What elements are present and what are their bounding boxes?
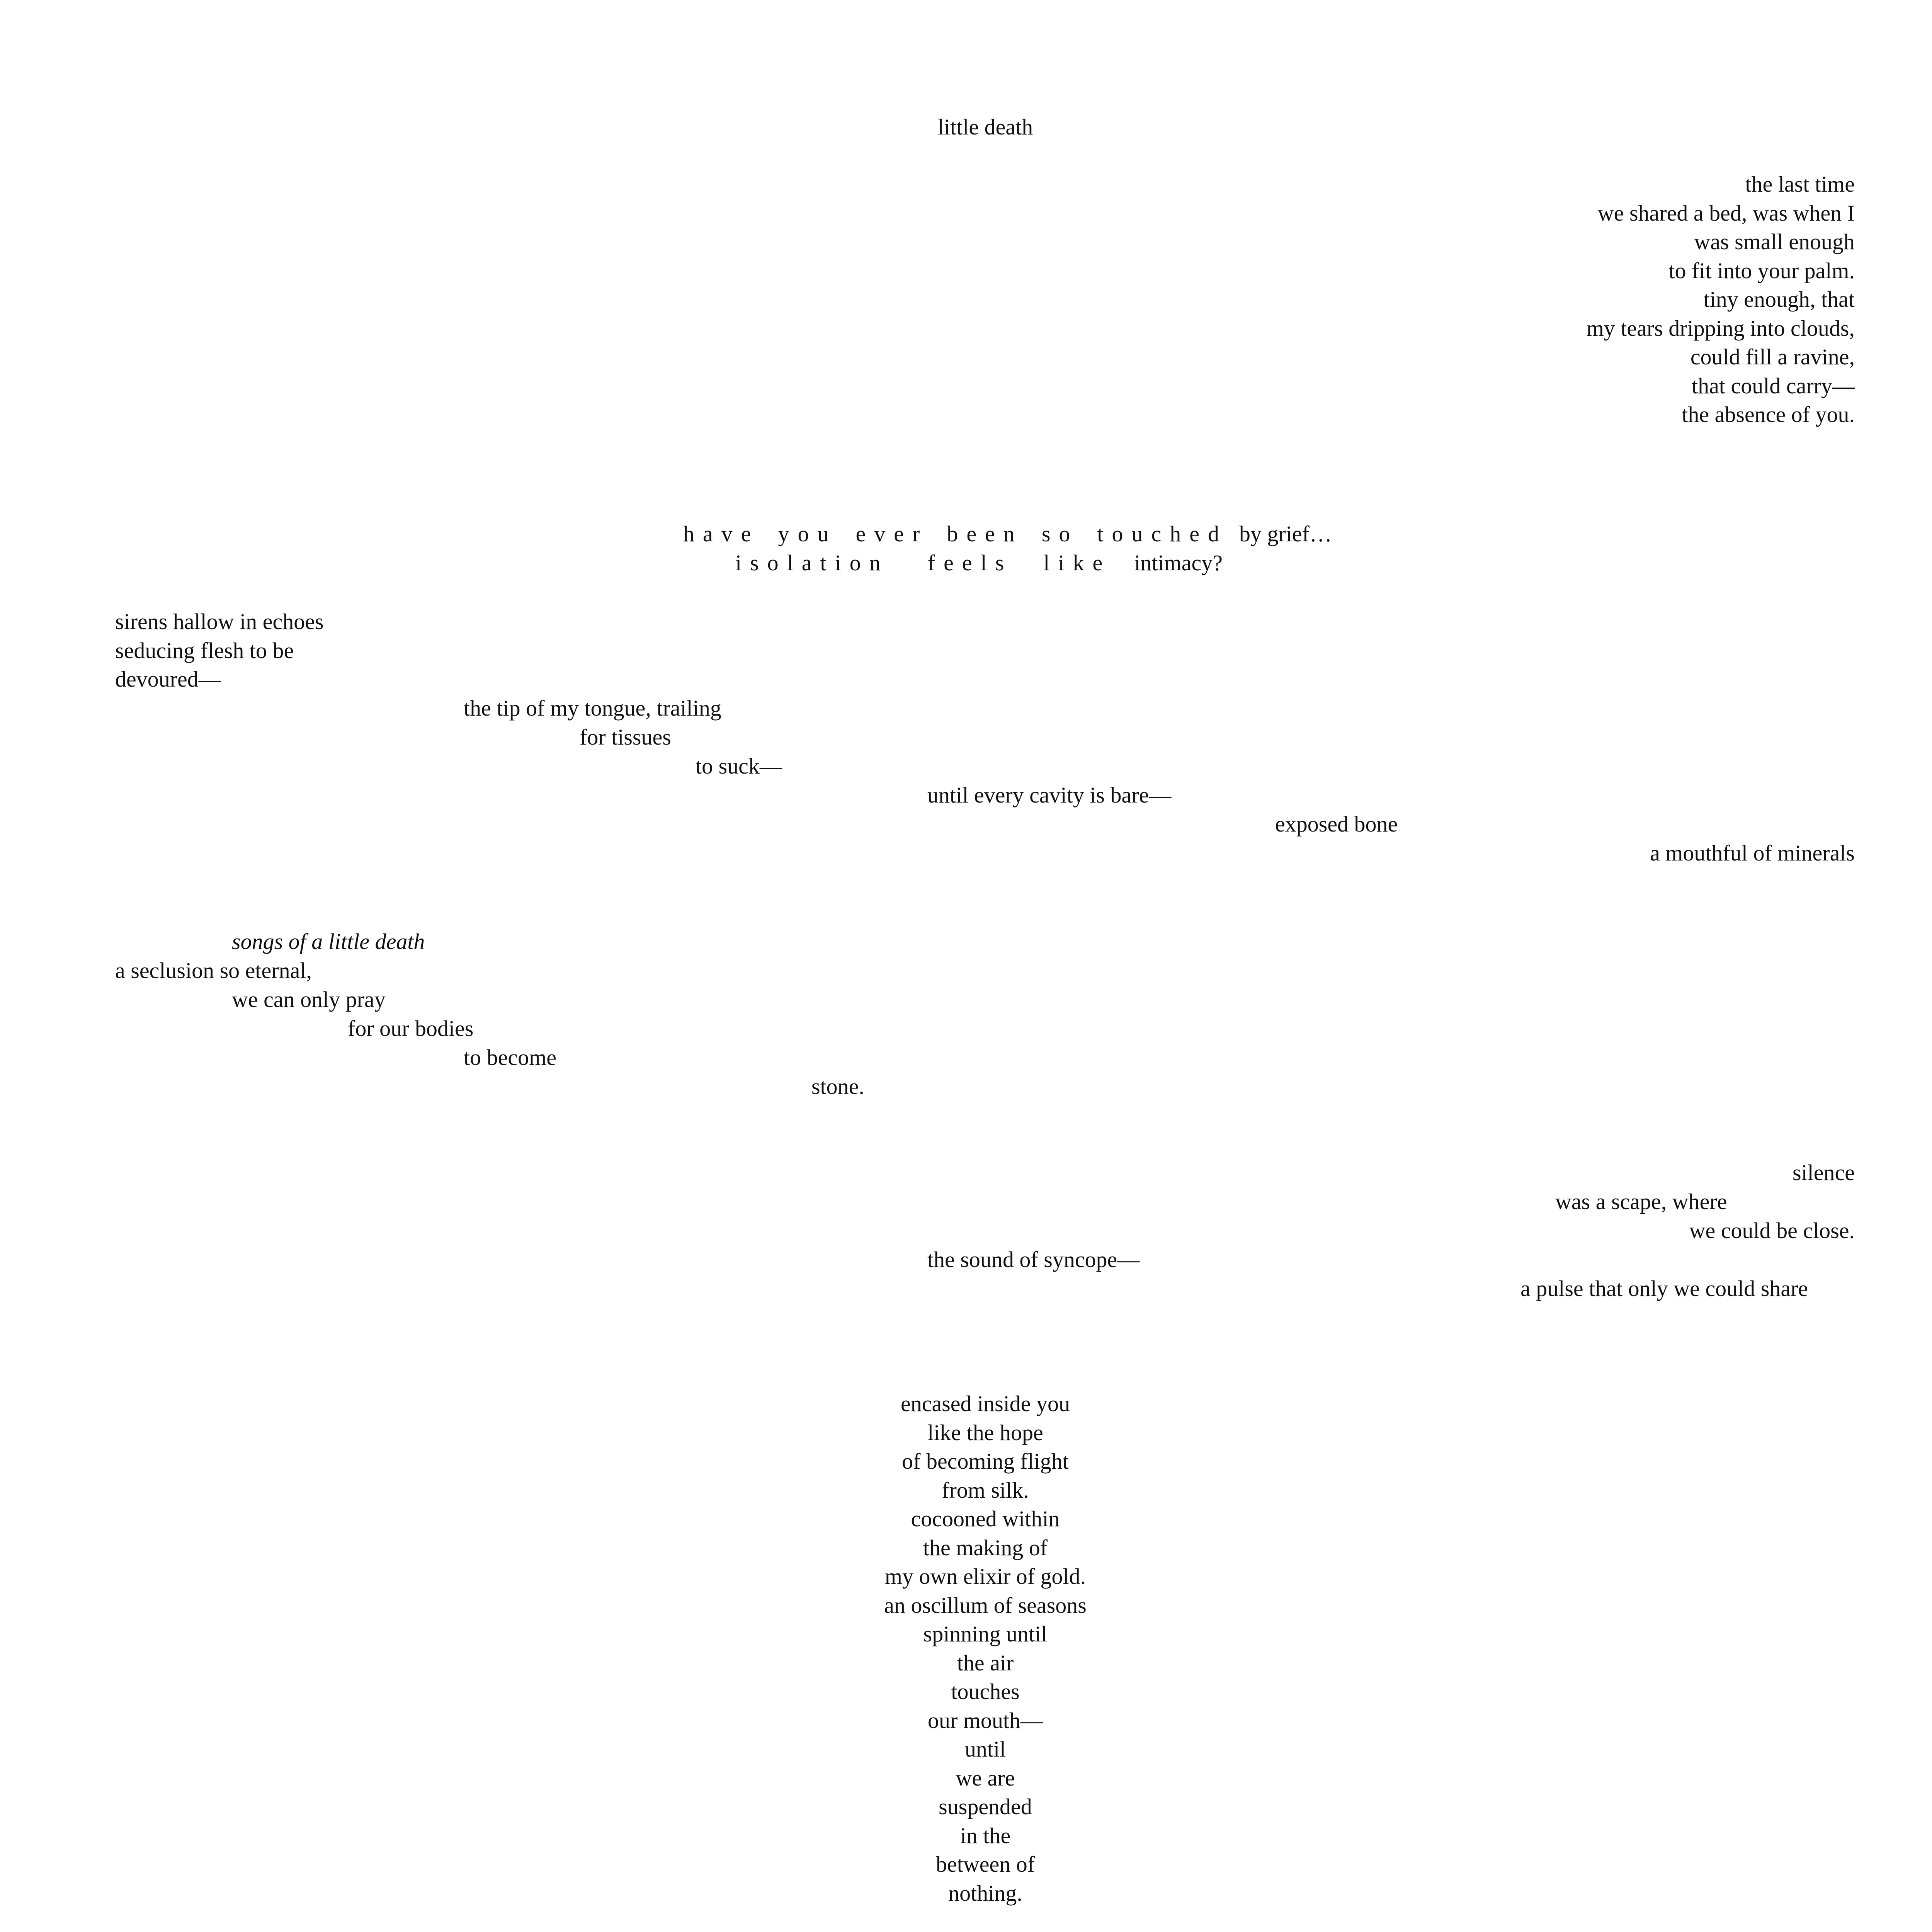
spaced-word: ever bbox=[855, 521, 929, 546]
stanza-line: seducing flesh to be bbox=[115, 638, 294, 663]
stanza-line: was small enough bbox=[1694, 229, 1855, 254]
stanza-line bbox=[1546, 1158, 1855, 1187]
question-line-2 bbox=[713, 520, 1223, 606]
stanza-line bbox=[811, 1072, 864, 1101]
stanza-line: our mouth— bbox=[927, 1708, 1043, 1733]
stanza-line bbox=[1520, 1274, 1808, 1303]
stanza-line bbox=[1546, 1216, 1855, 1245]
stanza-line: we are bbox=[956, 1765, 1015, 1791]
spaced-word: you bbox=[778, 521, 837, 546]
stanza-line bbox=[1275, 810, 1398, 839]
stanza-line: my own elixir of gold. bbox=[884, 1564, 1086, 1589]
stanza-line bbox=[115, 956, 312, 985]
line-text: stone. bbox=[811, 1074, 864, 1099]
stanza-line: that could carry— bbox=[1692, 373, 1855, 398]
poem-title bbox=[792, 113, 1179, 142]
stanza-line bbox=[1555, 1187, 1727, 1216]
stanza-line bbox=[927, 1245, 1139, 1274]
line-text: was a scape, where bbox=[1555, 1189, 1727, 1214]
stanza-1 bbox=[1121, 170, 1855, 429]
stanza-line: the last time bbox=[1745, 172, 1855, 197]
spaced-word: feels bbox=[927, 550, 1013, 575]
stanza-line: my tears dripping into clouds, bbox=[1586, 315, 1855, 341]
stanza-line: the air bbox=[957, 1650, 1014, 1675]
line-text: the sound of syncope— bbox=[927, 1247, 1140, 1272]
line-text: songs of a little death bbox=[232, 929, 425, 954]
stanza-line: encased inside you bbox=[900, 1391, 1070, 1416]
stanza-line: between of bbox=[935, 1852, 1035, 1877]
stanza-line bbox=[1391, 839, 1855, 868]
stanza-line bbox=[696, 752, 782, 781]
line-text: exposed bone bbox=[1275, 811, 1398, 837]
line-text: a mouthful of minerals bbox=[1650, 840, 1855, 866]
line-text: a pulse that only we could share bbox=[1520, 1276, 1808, 1301]
spaced-word: touched bbox=[1097, 521, 1228, 546]
stanza-line: the making of bbox=[923, 1535, 1048, 1560]
stanza-line: of becoming flight bbox=[902, 1449, 1069, 1474]
stanza-line: sirens hallow in echoes bbox=[115, 609, 324, 634]
stanza-line bbox=[348, 1014, 473, 1043]
stanza-line: from silk. bbox=[942, 1477, 1029, 1503]
title-text: little death bbox=[937, 114, 1033, 139]
italic-line bbox=[232, 927, 425, 956]
line-text: we could be close. bbox=[1689, 1218, 1855, 1243]
stanza-line: in the bbox=[960, 1823, 1011, 1848]
stanza-line: could fill a ravine, bbox=[1690, 344, 1855, 369]
line-text: to become bbox=[464, 1045, 556, 1070]
line-text: for our bodies bbox=[348, 1016, 474, 1041]
stanza-line: tiny enough, that bbox=[1703, 287, 1855, 312]
question-tail: by grief… bbox=[1239, 521, 1332, 546]
stanza-line: touches bbox=[951, 1679, 1020, 1704]
stanza-line: until bbox=[964, 1736, 1006, 1762]
stanza-line: nothing. bbox=[948, 1880, 1022, 1906]
line-text: until every cavity is bare— bbox=[927, 782, 1172, 808]
line-text: we can only pray bbox=[232, 987, 386, 1012]
stanza-line: spinning until bbox=[923, 1621, 1048, 1646]
stanza-5 bbox=[657, 1389, 1314, 1908]
spaced-word: so bbox=[1041, 521, 1079, 546]
line-text: the tip of my tongue, trailing bbox=[464, 696, 721, 721]
stanza-line bbox=[580, 723, 671, 752]
stanza-line bbox=[927, 781, 1171, 810]
spaced-word: have bbox=[683, 521, 760, 546]
stanza-line bbox=[464, 1043, 556, 1072]
stanza-line: like the hope bbox=[927, 1420, 1043, 1445]
spaced-word: like bbox=[1043, 550, 1111, 575]
stanza-line bbox=[232, 985, 386, 1014]
spaced-word: been bbox=[947, 521, 1023, 546]
stanza-line: we shared a bed, was when I bbox=[1597, 200, 1855, 226]
line-text: silence bbox=[1792, 1160, 1855, 1185]
line-text: a seclusion so eternal, bbox=[115, 958, 312, 983]
stanza-2 bbox=[115, 607, 324, 694]
stanza-line: to fit into your palm. bbox=[1668, 258, 1855, 283]
stanza-line bbox=[464, 694, 721, 723]
line-text: for tissues bbox=[580, 724, 671, 750]
question-tail: intimacy? bbox=[1134, 550, 1223, 575]
line-text: to suck— bbox=[696, 753, 782, 779]
stanza-line: devoured— bbox=[115, 667, 221, 692]
stanza-line: an oscillum of seasons bbox=[884, 1592, 1087, 1618]
spaced-word: isolation bbox=[735, 550, 889, 575]
stanza-line: suspended bbox=[939, 1794, 1032, 1819]
stanza-line: cocooned within bbox=[911, 1506, 1060, 1531]
stanza-line: the absence of you. bbox=[1682, 402, 1855, 427]
